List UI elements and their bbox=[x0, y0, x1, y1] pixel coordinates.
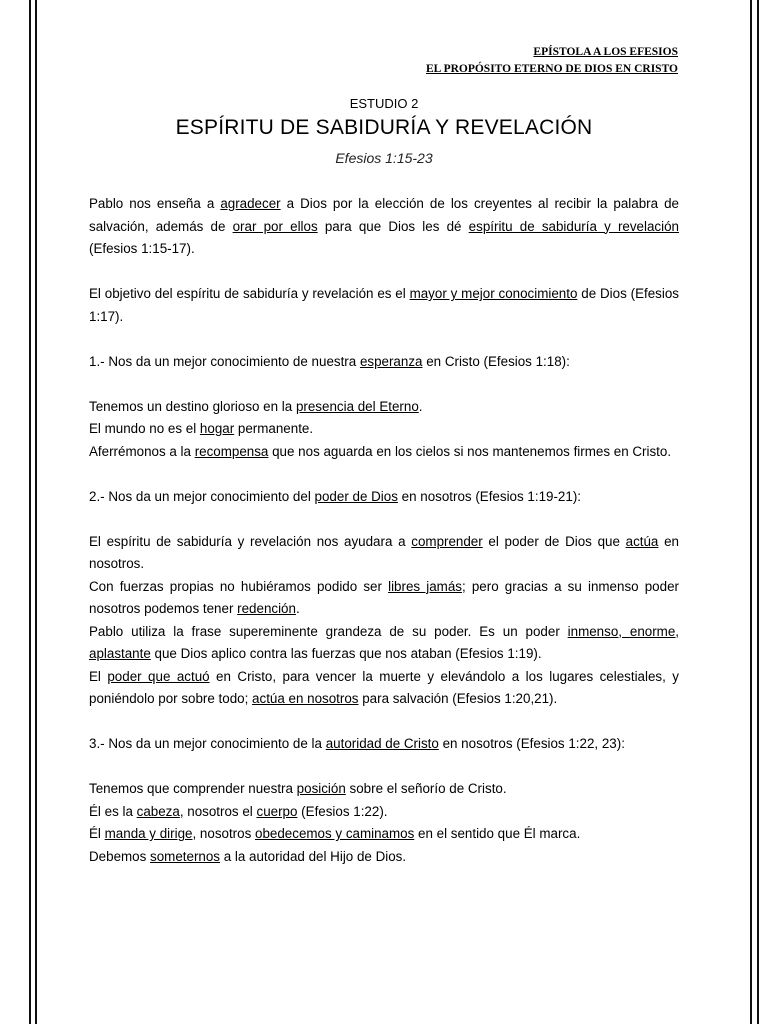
section-2-line: El poder que actuó en Cristo, para vencer la muerte y elevándolo a los lugares celestiales, y poniéndolo por sobre todo; actúa en nosotros para salvación (Efesios 1:20,21). bbox=[89, 668, 679, 706]
underlined-term: libres jamás bbox=[388, 578, 462, 594]
objective-paragraph: El objetivo del espíritu de sabiduría y revelación es el mayor y mejor conocimiento de Dios (Efesios 1:17). bbox=[89, 286, 679, 324]
section-2-line: Con fuerzas propias no hubiéramos podido ser libres jamás; pero gracias a su inmenso poder nosotros podemos tener redención. bbox=[89, 578, 679, 616]
section-1-line: Tenemos un destino glorioso en la presencia del Eterno. bbox=[89, 398, 423, 414]
underlined-term: actúa en nosotros bbox=[252, 691, 359, 706]
study-number: ESTUDIO 2 bbox=[349, 96, 419, 111]
page-title: ESPÍRITU DE SABIDURÍA Y REVELACIÓN bbox=[175, 116, 593, 139]
underlined-term: presencia del Eterno bbox=[295, 398, 419, 414]
underlined-term: poder que actuó bbox=[107, 668, 210, 684]
section-1-heading: 1.- Nos da un mejor conocimiento de nuestra esperanza en Cristo (Efesios 1:18): bbox=[89, 353, 570, 369]
underlined-term: poder de Dios bbox=[314, 488, 398, 504]
header-subtitle: EL PROPÓSITO ETERNO DE DIOS EN CRISTO bbox=[425, 63, 678, 75]
section-2-line: Pablo utiliza la frase supereminente grandeza de su poder. Es un poder inmenso, enorme, aplastante que Dios aplico contra las fuerzas que nos ataban (Efesios 1:19). bbox=[89, 623, 679, 661]
section-3-line: Tenemos que comprender nuestra posición sobre el señorío de Cristo. bbox=[89, 781, 507, 796]
section-3-line: Debemos someternos a la autoridad del Hijo de Dios. bbox=[89, 848, 407, 864]
document-header bbox=[426, 44, 678, 78]
underlined-term: actúa bbox=[625, 533, 659, 549]
underlined-term: redención bbox=[237, 601, 296, 616]
section-1-line: Aferrémonos a la recompensa que nos aguarda en los cielos si nos mantenemos firmes en Cristo. bbox=[89, 443, 672, 459]
section-3-heading: 3.- Nos da un mejor conocimiento de la autoridad de Cristo en nosotros (Efesios 1:22, 23): bbox=[89, 736, 625, 751]
underlined-term: manda y dirige bbox=[104, 826, 193, 841]
underlined-term: autoridad de Cristo bbox=[325, 736, 439, 751]
underlined-term: comprender bbox=[411, 533, 483, 549]
underlined-term: cuerpo bbox=[256, 803, 298, 819]
intro-paragraph: Pablo nos enseña a agradecer a Dios por la elección de los creyentes al recibir la palabra de salvación, además de orar por ellos para que Dios les dé espíritu de sabiduría y revelación (Efesios 1:15-17). bbox=[89, 196, 679, 256]
underlined-term: orar por ellos bbox=[232, 218, 318, 234]
underlined-term: esperanza bbox=[359, 353, 423, 369]
underlined-term: someternos bbox=[150, 848, 220, 864]
section-3-line: Él es la cabeza, nosotros el cuerpo (Efesios 1:22). bbox=[89, 803, 388, 819]
underlined-term: hogar bbox=[199, 421, 235, 436]
header-book-title: EPÍSTOLA A LOS EFESIOS bbox=[533, 46, 678, 58]
underlined-term: inmenso, enorme, aplastante bbox=[89, 623, 679, 661]
underlined-term: cabeza bbox=[136, 803, 180, 819]
section-2-line: El espíritu de sabiduría y revelación nos ayudara a comprender el poder de Dios que actúa en nosotros. bbox=[89, 533, 679, 571]
section-2-heading: 2.- Nos da un mejor conocimiento del poder de Dios en nosotros (Efesios 1:19-21): bbox=[89, 488, 582, 504]
scripture-reference: Efesios 1:15-23 bbox=[335, 150, 433, 166]
section-1-line: El mundo no es el hogar permanente. bbox=[89, 421, 314, 436]
underlined-term: obedecemos y caminamos bbox=[255, 826, 415, 841]
underlined-term: mayor y mejor conocimiento bbox=[409, 286, 578, 301]
underlined-term: recompensa bbox=[194, 443, 269, 459]
document-body bbox=[89, 193, 679, 868]
underlined-term: agradecer bbox=[220, 196, 281, 211]
underlined-term: espíritu de sabiduría y revelación bbox=[468, 218, 679, 234]
section-3-line: Él manda y dirige, nosotros obedecemos y caminamos en el sentido que Él marca. bbox=[89, 826, 581, 841]
underlined-term: posición bbox=[296, 781, 346, 796]
